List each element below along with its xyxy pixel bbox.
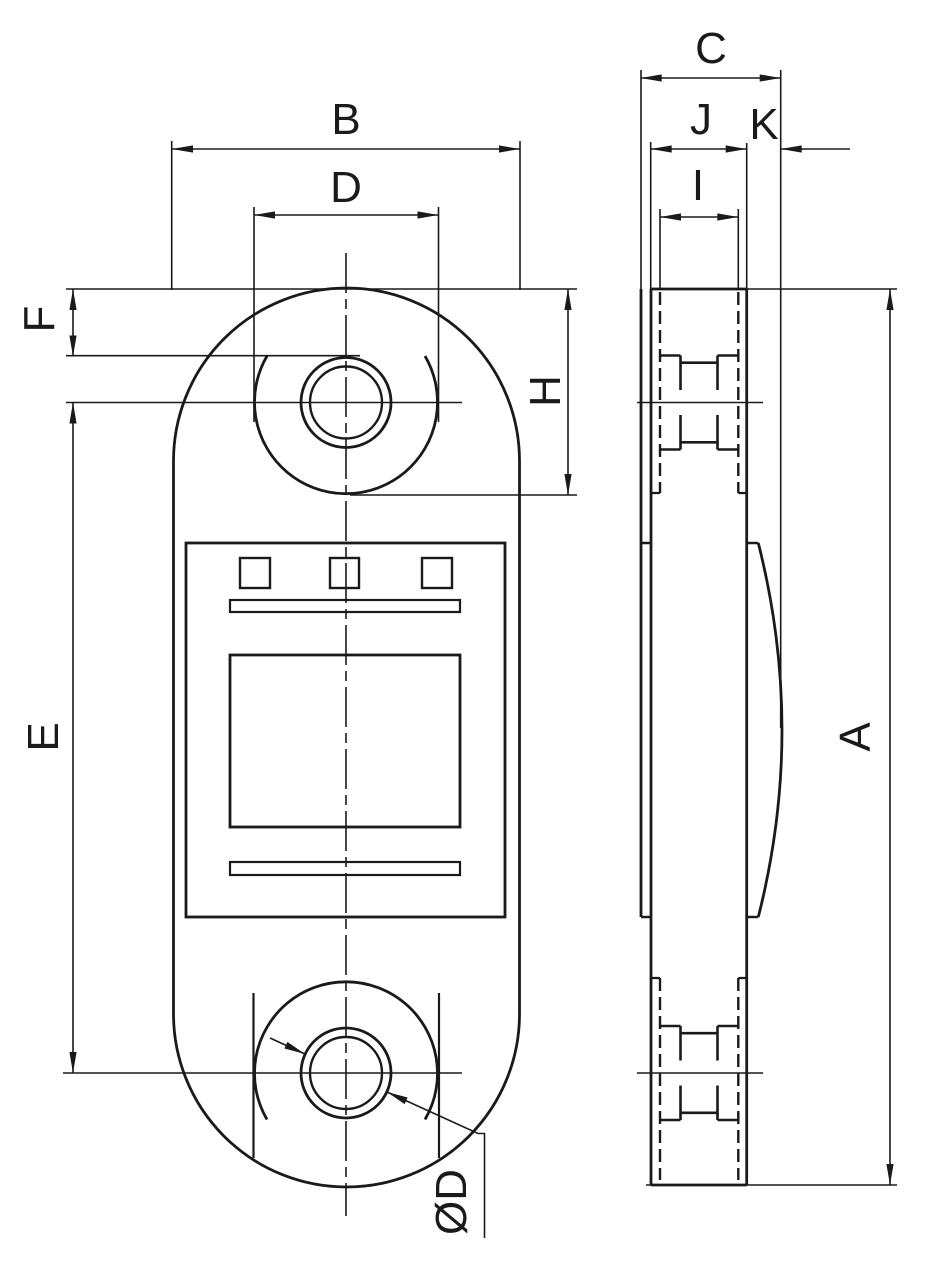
dim-label-b: B: [331, 95, 361, 144]
dim-label-h: H: [521, 375, 570, 407]
dim-label-d: D: [330, 163, 362, 212]
dimension-lines: [66, 70, 897, 1238]
dim-label-c: C: [695, 24, 727, 73]
dim-label-a: A: [831, 722, 880, 752]
dimension-arrowheads: [69, 74, 893, 1185]
dim-label-e: E: [19, 722, 68, 752]
dim-label-i: I: [691, 161, 705, 210]
dim-label-k: K: [749, 100, 779, 149]
side-view: [637, 289, 782, 1185]
front-view: [63, 253, 520, 1216]
dim-label-phi-d: ØD: [427, 1169, 476, 1235]
dim-label-j: J: [690, 95, 712, 144]
dim-label-f: F: [15, 305, 64, 333]
